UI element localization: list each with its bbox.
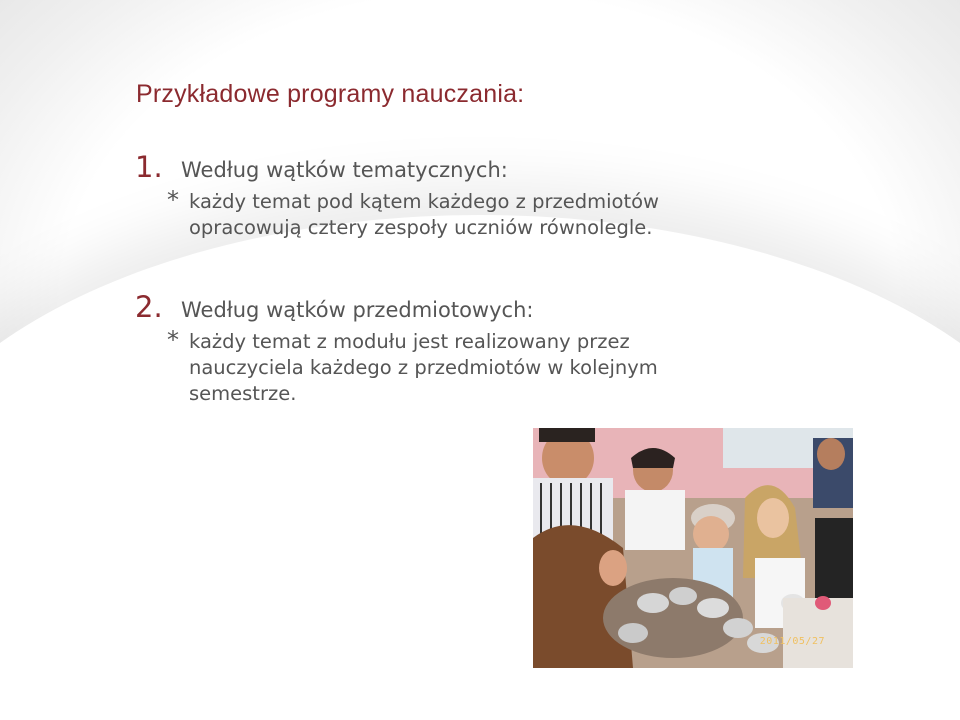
section-2-bullet xyxy=(167,326,749,407)
section-1-number: 1. xyxy=(135,150,163,184)
section-1-bullet-text: każdy temat pod kątem każdego z przedmiotów opracowują cztery zespoły uczniów równolegle. xyxy=(189,190,659,239)
bullet-asterisk-icon: * xyxy=(167,326,179,354)
section-1 xyxy=(135,150,749,241)
section-2-bullet-text: każdy temat z modułu jest realizowany przez nauczyciela każdego z przedmiotów w kolejnym semestrze. xyxy=(189,330,658,405)
section-1-bullet xyxy=(167,186,749,241)
classroom-photo xyxy=(533,428,853,668)
section-1-heading-text: Według wątków tematycznych: xyxy=(181,158,508,182)
section-2-heading-text: Według wątków przedmiotowych: xyxy=(181,298,534,322)
bullet-asterisk-icon: * xyxy=(167,186,179,214)
section-2 xyxy=(135,290,749,407)
section-2-number: 2. xyxy=(135,290,163,324)
photo-date-stamp: 2011/05/27 xyxy=(759,636,825,647)
slide-title: Przykładowe programy nauczania: xyxy=(136,80,525,108)
section-1-heading xyxy=(135,150,749,184)
section-2-heading xyxy=(135,290,749,324)
classroom-photo-illustration xyxy=(533,428,853,668)
